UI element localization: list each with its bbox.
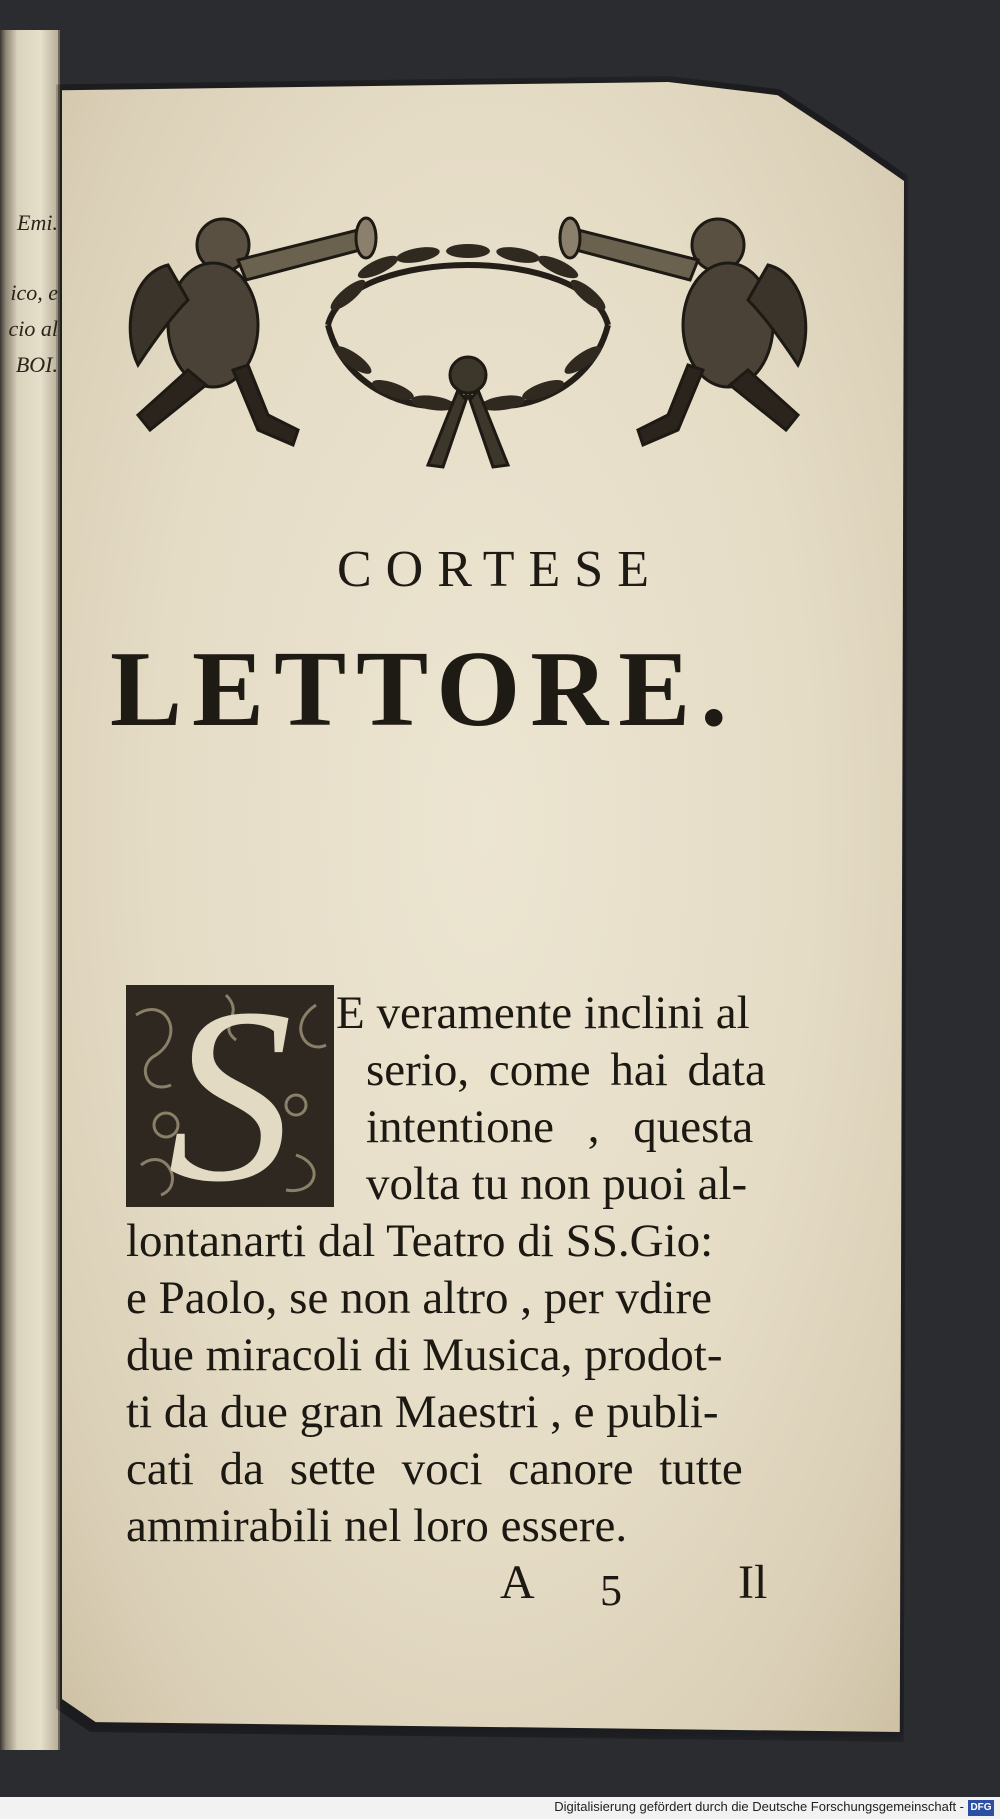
left-putto-figure [130,219,360,445]
fragment: Emi. [17,210,58,235]
text-line: volta tu non puoi al- [366,1158,748,1210]
text-line: due miracoli di Musica, prodot- [126,1329,723,1381]
text-line: serio, come hai data [366,1044,766,1096]
text-line: ammirabili nel loro essere. [126,1500,628,1552]
initial-letter: S [167,985,293,1207]
fragment: BOI. [15,352,58,377]
text-line: cati da sette voci canore tutte [126,1443,743,1495]
signature-mark: A [500,1556,535,1609]
text-line: lontanarti dal Teatro di SS.Gio: [126,1215,714,1267]
wreath-ribbon [428,357,508,467]
heading-lettore: LETTORE. [110,630,738,749]
text-line: ti da due gran Maestri , e publi- [126,1386,719,1438]
text-line: E veramente inclini al [336,987,750,1039]
text-line: intentione , questa [366,1101,754,1153]
adjacent-page-edge [0,30,60,1750]
catchword: Il [738,1556,768,1609]
heading-cortese: CORTESE [336,541,663,598]
adjacent-page-text [2,205,58,383]
text-line: e Paolo, se non altro , per vdire [126,1272,713,1324]
dfg-logo-icon: DFG [968,1800,994,1816]
fragment: ico, e [10,280,58,305]
fragment: cio al [8,316,58,341]
digitization-footer [0,1797,1000,1819]
signature-number: 5 [600,1566,622,1615]
decorated-initial [126,985,334,1207]
woodcut-headpiece-ornament [128,205,808,495]
right-putto-figure [576,219,806,445]
footer-credit: Digitalisierung gefördert durch die Deutsche Forschungsgemeinschaft - [554,1799,964,1814]
